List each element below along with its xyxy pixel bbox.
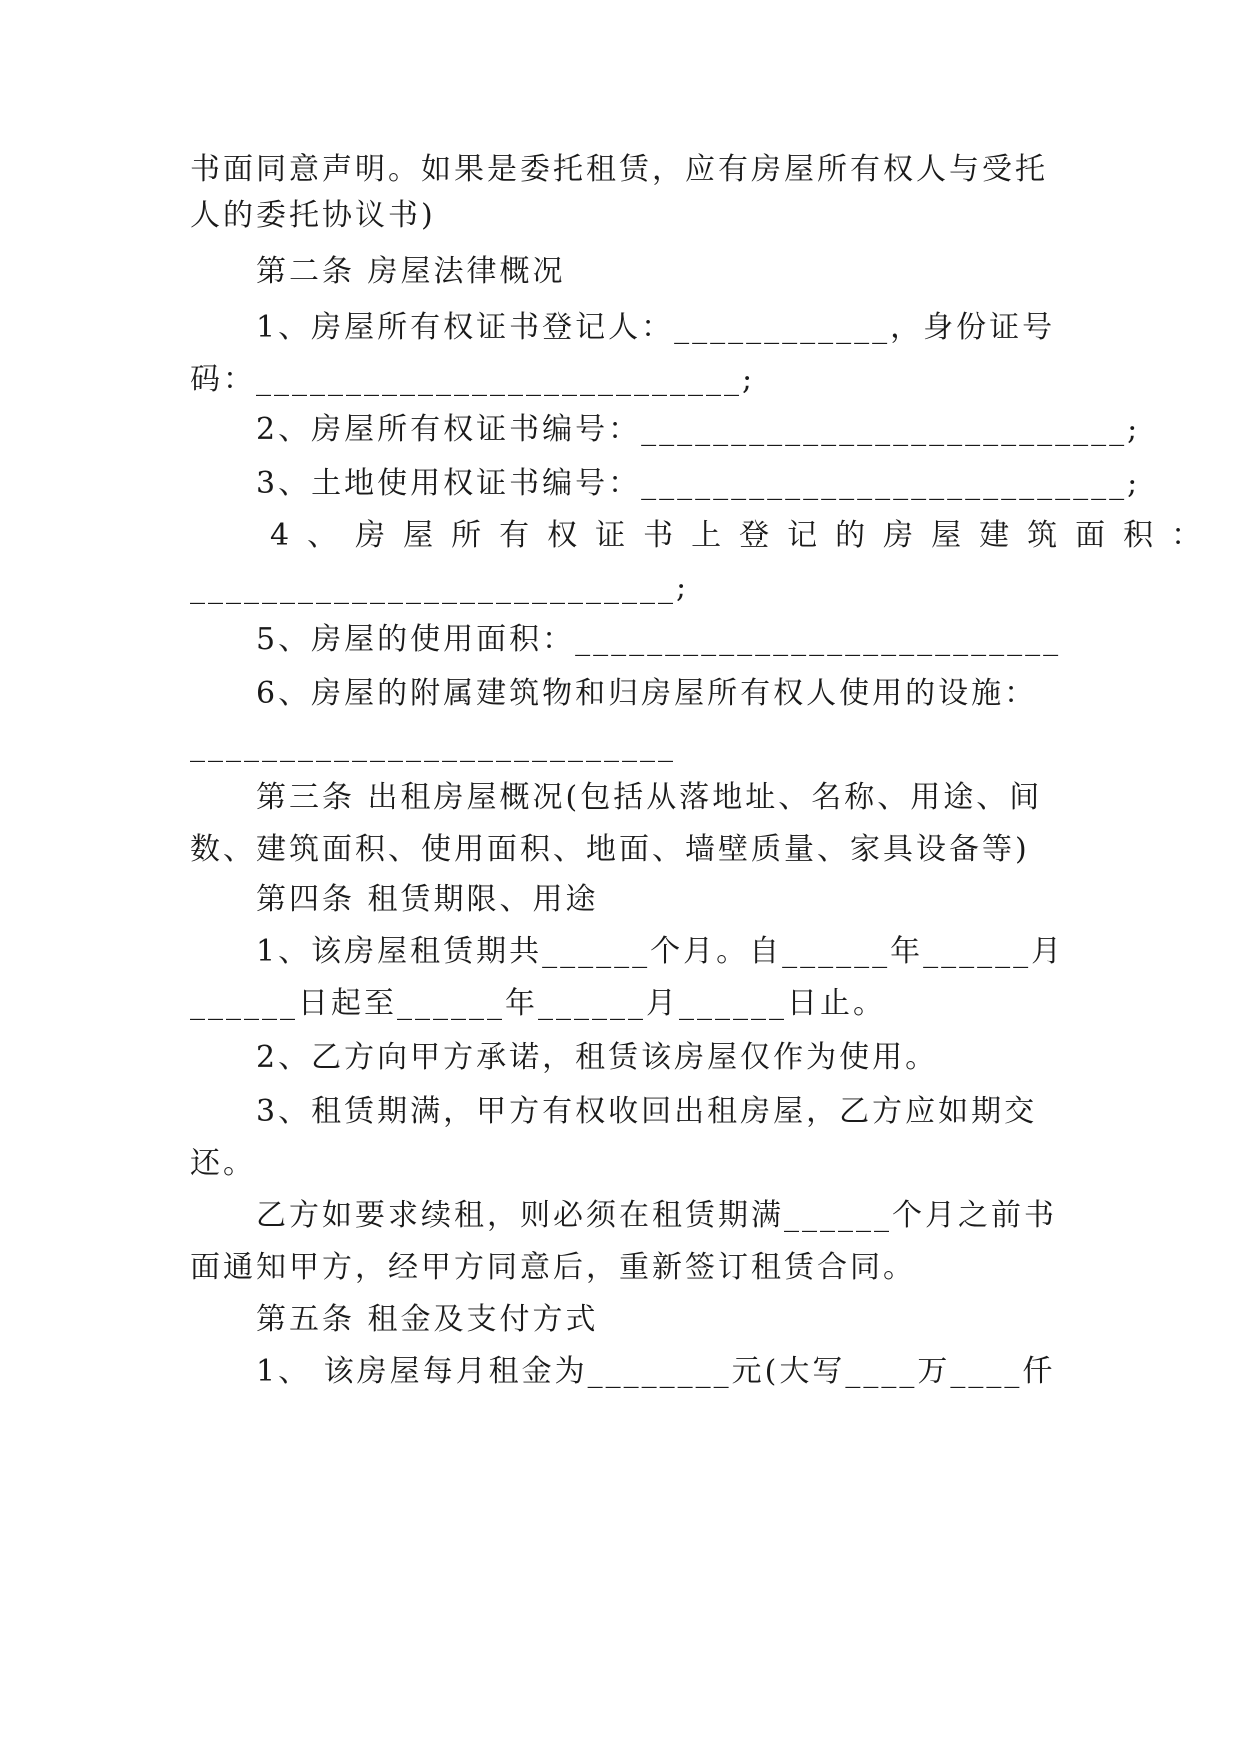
text-line: 5、房屋的使用面积：___________________________ (256, 622, 1062, 657)
text-line: 1、房屋所有权证书登记人：____________，身份证号 (256, 310, 1056, 345)
text-line: 还。 (190, 1146, 256, 1181)
section-heading: 第四条 租赁期限、用途 (256, 882, 599, 917)
text-line: 乙方如要求续租，则必须在租赁期满______个月之前书 (256, 1198, 1057, 1233)
text-line: ___________________________; (190, 570, 690, 605)
text-line: 3、租赁期满，甲方有权收回出租房屋，乙方应如期交 (256, 1094, 1038, 1129)
text-line: 人的委托协议书) (190, 198, 436, 233)
section-heading: 第三条 出租房屋概况(包括从落地址、名称、用途、间 (256, 780, 1043, 815)
text-line: ___________________________ (190, 728, 676, 763)
text-line: 6、房屋的附属建筑物和归房屋所有权人使用的设施： (256, 676, 1038, 711)
text-line: 数、建筑面积、使用面积、地面、墙壁质量、家具设备等) (190, 832, 1030, 867)
text-line: 2、乙方向甲方承诺，租赁该房屋仅作为使用。 (256, 1040, 939, 1075)
text-line: 1、该房屋租赁期共______个月。自______年______月 (256, 934, 1065, 969)
text-line: 书面同意声明。如果是委托租赁，应有房屋所有权人与受托 (190, 152, 1048, 187)
text-line: ______日起至______年______月______日止。 (190, 986, 886, 1021)
text-line: 4、房屋所有权证书上登记的房屋建筑面积： (270, 518, 1220, 553)
section-heading: 第二条 房屋法律概况 (256, 254, 566, 289)
text-line: 3、土地使用权证书编号：___________________________; (256, 466, 1141, 501)
text-line: 2、房屋所有权证书编号：___________________________; (256, 412, 1141, 447)
text-line: 面通知甲方，经甲方同意后，重新签订租赁合同。 (190, 1250, 916, 1285)
text-line: 码：___________________________; (190, 362, 756, 397)
section-heading: 第五条 租金及支付方式 (256, 1302, 599, 1337)
text-line: 1、 该房屋每月租金为________元(大写____万____仟 (256, 1354, 1056, 1389)
